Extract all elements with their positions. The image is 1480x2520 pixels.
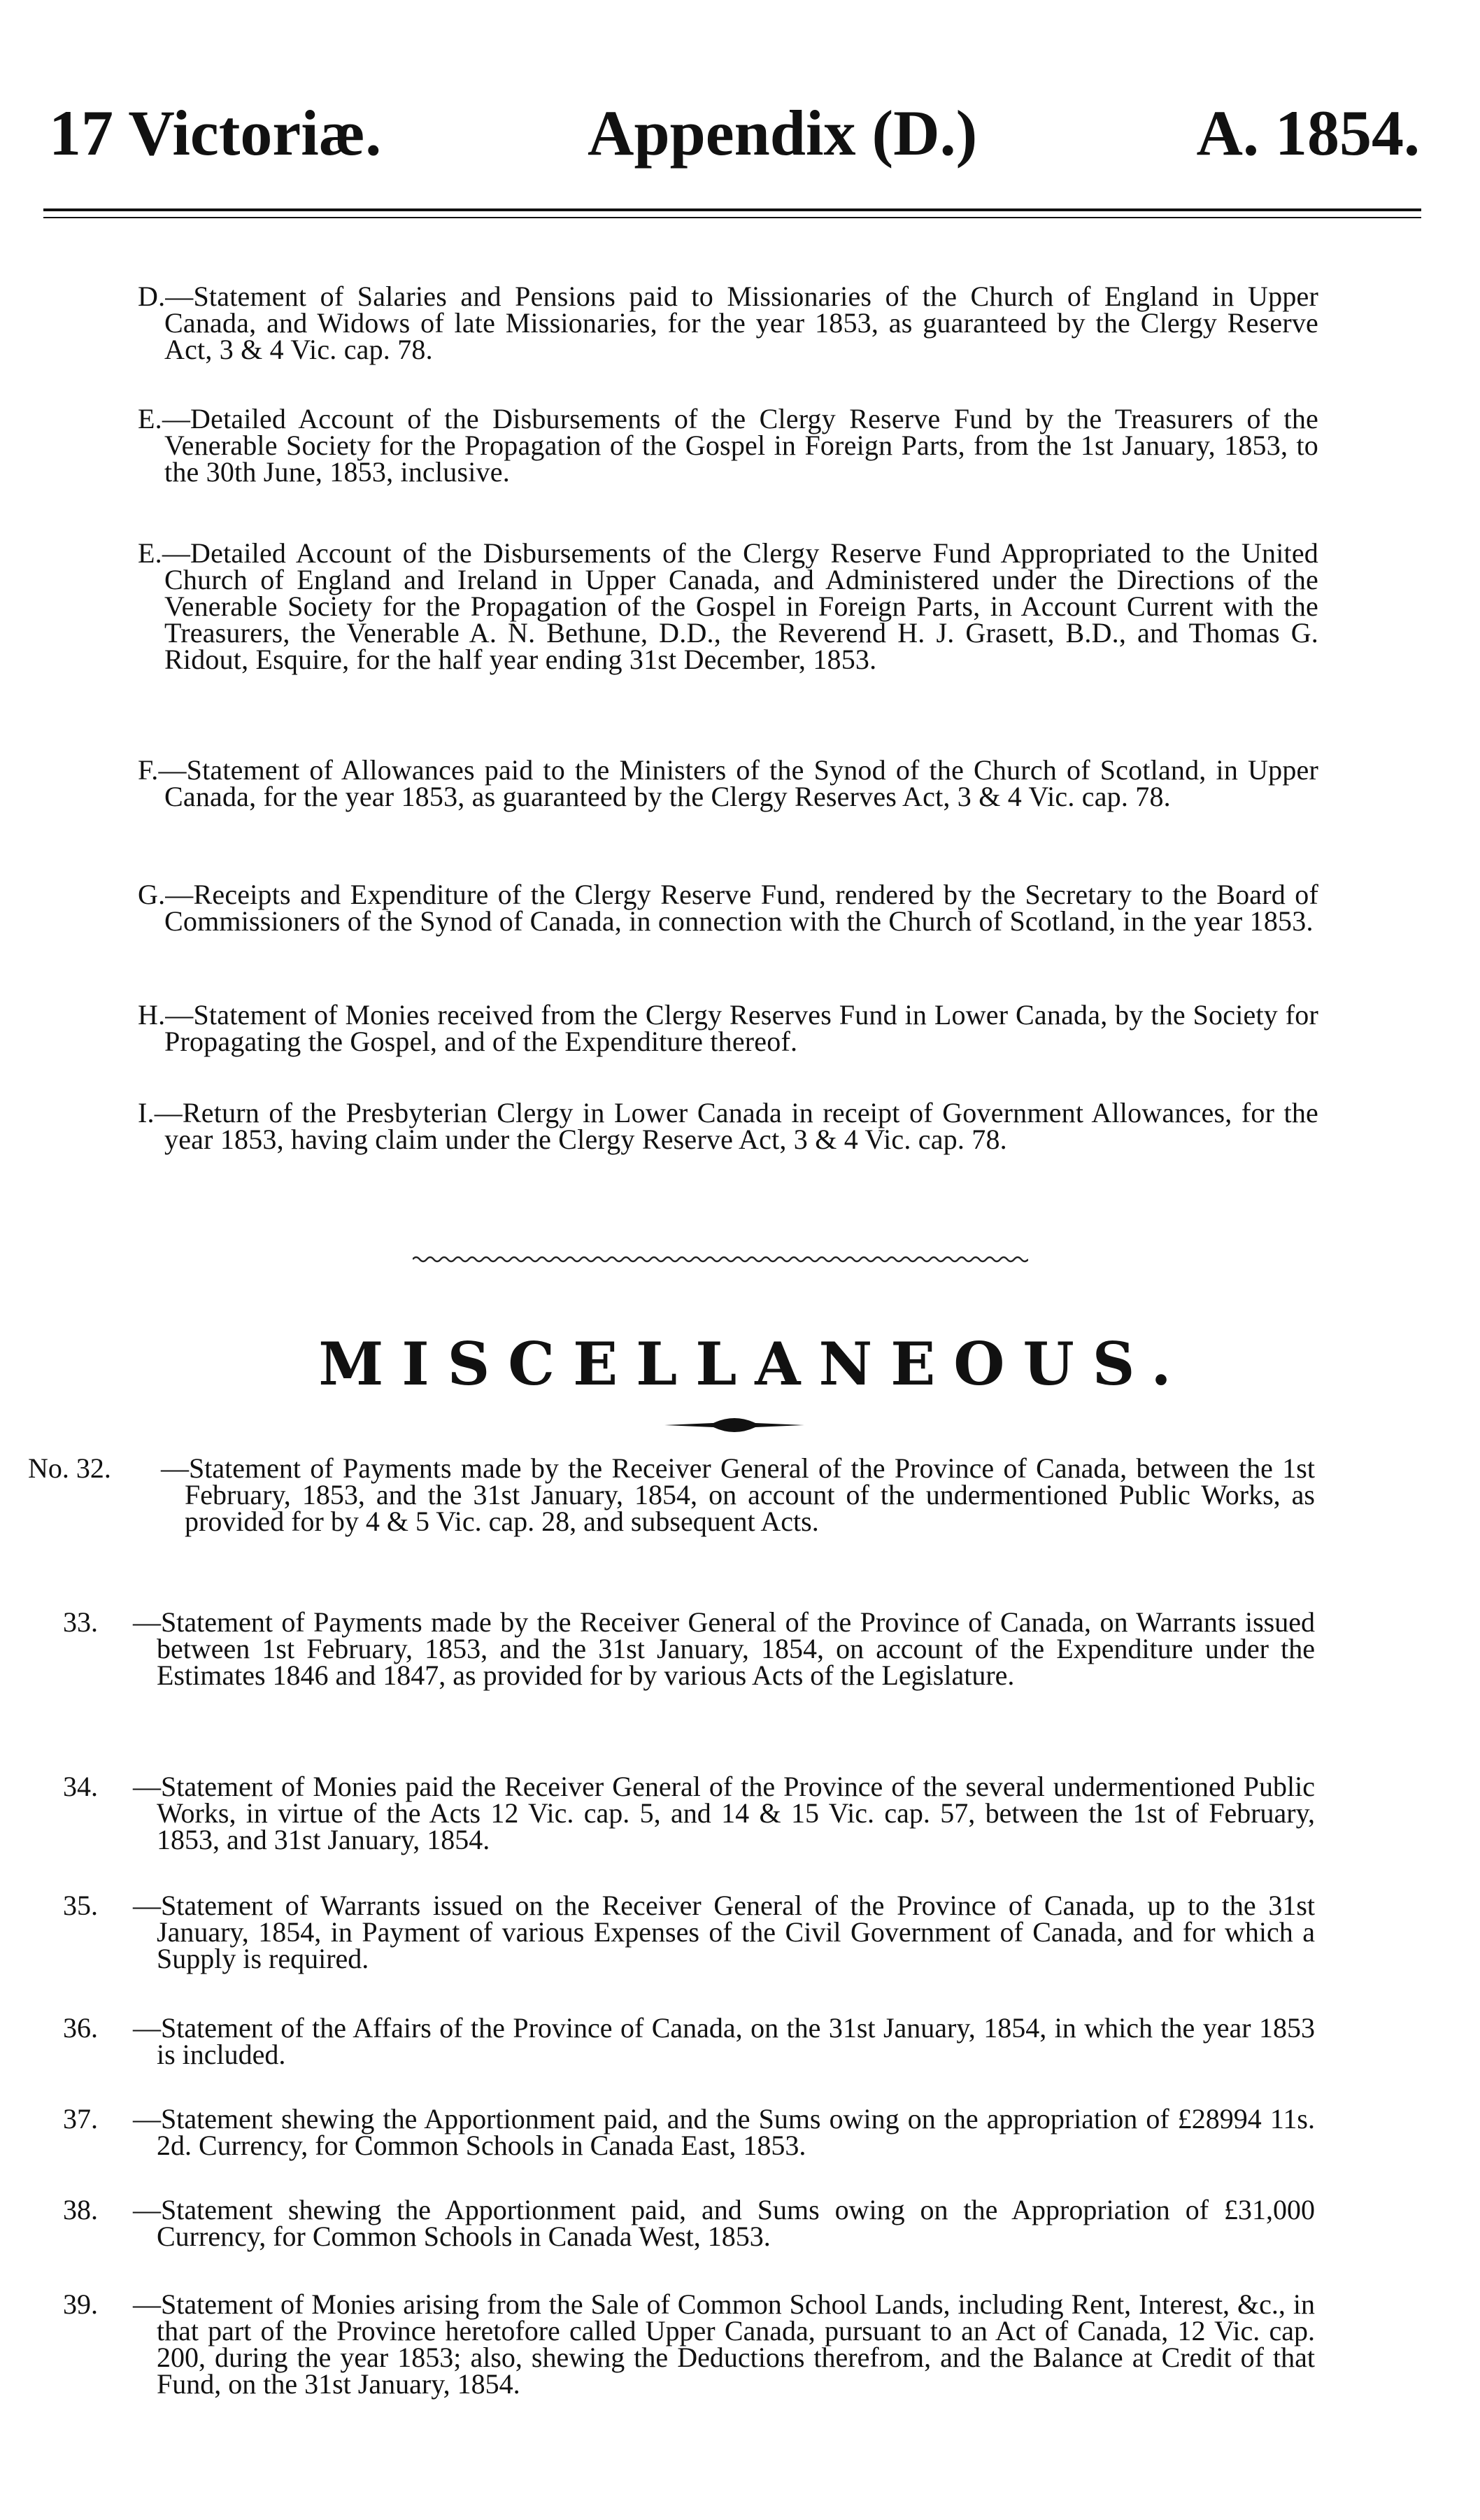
misc-entry-34 — [63, 1771, 1315, 1855]
misc-entry-number: No. 32. — [28, 1452, 111, 1484]
misc-entry-35 — [63, 1892, 1315, 1972]
section-heading-miscellaneous: MISCELLANEOUS. — [318, 1329, 1190, 1399]
misc-entry-text: —Statement shewing the Apportionment paid, and the Sums owing on the appropriation of £28994 11s. 2d. Currency, for Common Schools in Canada East, 1853. — [133, 2103, 1315, 2161]
misc-entry-number: 33. — [63, 1606, 98, 1638]
header-year: A. 1854. — [1196, 97, 1420, 169]
misc-entry-number: 34. — [63, 1771, 98, 1802]
wavy-divider — [413, 1252, 1028, 1266]
header-rule-thin — [43, 217, 1421, 218]
misc-entry-37 — [63, 2103, 1315, 2161]
misc-entry-text: —Statement of the Affairs of the Province of Canada, on the 31st January, 1854, in which the year 1853 is included. — [133, 2012, 1315, 2070]
misc-entry-text: —Statement of Monies paid the Receiver General of the Province of the several undermentioned Public Works, in virtue of the Acts 12 Vic. cap. 5, and 14 & 15 Vic. cap. 57, between the 1st of February, 1853, and 31st January, 1854. — [133, 1771, 1315, 1855]
header-rule-thick — [43, 208, 1421, 211]
misc-entry-39 — [63, 2288, 1315, 2400]
misc-entry-33 — [63, 1606, 1315, 1691]
header-appendix-title: Appendix (D.) — [588, 97, 978, 169]
appendix-entry-e-first: E.—Detailed Account of the Disbursements of the Clergy Reserve Fund by the Treasurers of the Venerable Society for the Propagation of the Gospel in Foreign Parts, from the 1st January, 1853, to the 30th June, 1853, inclusive. — [138, 403, 1318, 488]
misc-entry-36 — [63, 2012, 1315, 2070]
header-regnal-year: 17 Victoriæ. — [49, 97, 382, 169]
misc-entry-38 — [63, 2194, 1315, 2252]
appendix-entry-d: D.—Statement of Salaries and Pensions paid to Missionaries of the Church of England in Upper Canada, and Widows of late Missionaries, for the year 1853, as guaranteed by the Clergy Reserve Act, 3 & 4 Vic. cap. 78. — [138, 281, 1318, 365]
misc-entry-number: 37. — [63, 2103, 98, 2135]
misc-entry-text: —Statement of Warrants issued on the Receiver General of the Province of Canada, up to the 31st January, 1854, in Payment of various Expenses of the Civil Government of Canada, and for which a Supply is required. — [133, 1890, 1315, 1974]
ornament-divider — [664, 1413, 804, 1437]
appendix-entry-f: F.—Statement of Allowances paid to the Ministers of the Synod of the Church of Scotland, in Upper Canada, for the year 1853, as guaranteed by the Clergy Reserves Act, 3 & 4 Vic. cap. 78. — [138, 754, 1318, 812]
page-header — [49, 91, 1420, 175]
misc-entry-text: —Statement of Monies arising from the Sale of Common School Lands, including Rent, Interest, &c., in that part of the Province heretofore called Upper Canada, pursuant to an Act of Canada, 12 Vic. cap. 200, during the year 1853; also, shewing the Deductions therefrom, and the Balance at Credit of that Fund, on the 31st January, 1854. — [133, 2288, 1315, 2400]
misc-entry-number: 38. — [63, 2194, 98, 2225]
appendix-entry-e-second: E.—Detailed Account of the Disbursements of the Clergy Reserve Fund Appropriated to the United Church of England and Ireland in Upper Canada, and Administered under the Directions of the Venerable Society for the Propagation of the Gospel in Foreign Parts, in Account Current with the Treasurers, the Venerable A. N. Bethune, D.D., the Reverend H. J. Grasett, B.D., and Thomas G. Ridout, Esquire, for the half year ending 31st December, 1853. — [138, 537, 1318, 675]
appendix-entry-i: I.—Return of the Presbyterian Clergy in Lower Canada in receipt of Government Allowances, for the year 1853, having claim under the Clergy Reserve Act, 3 & 4 Vic. cap. 78. — [138, 1097, 1318, 1155]
misc-entry-text: —Statement of Payments made by the Receiver General of the Province of Canada, between the 1st February, 1853, and the 31st January, 1854, on account of the undermentioned Public Works, as provided for by 4 & 5 Vic. cap. 28, and subsequent Acts. — [161, 1452, 1315, 1537]
misc-entry-text: —Statement shewing the Apportionment paid, and Sums owing on the Appropriation of £31,000 Currency, for Common Schools in Canada West, 1853. — [133, 2194, 1315, 2252]
misc-entry-number: 35. — [63, 1890, 98, 1921]
appendix-entry-g: G.—Receipts and Expenditure of the Clergy Reserve Fund, rendered by the Secretary to the Board of Commissioners of the Synod of Canada, in connection with the Church of Scotland, in the year 1853. — [138, 879, 1318, 937]
misc-entry-number: 36. — [63, 2012, 98, 2044]
appendix-entry-h: H.—Statement of Monies received from the Clergy Reserves Fund in Lower Canada, by the Society for Propagating the Gospel, and of the Expenditure thereof. — [138, 999, 1318, 1057]
misc-entry-32 — [28, 1452, 1315, 1537]
misc-entry-number: 39. — [63, 2288, 98, 2320]
misc-entry-text: —Statement of Payments made by the Receiver General of the Province of Canada, on Warrants issued between 1st February, 1853, and the 31st January, 1854, on account of the Expenditure under the Estimates 1846 and 1847, as provided for by various Acts of the Legislature. — [133, 1606, 1315, 1691]
